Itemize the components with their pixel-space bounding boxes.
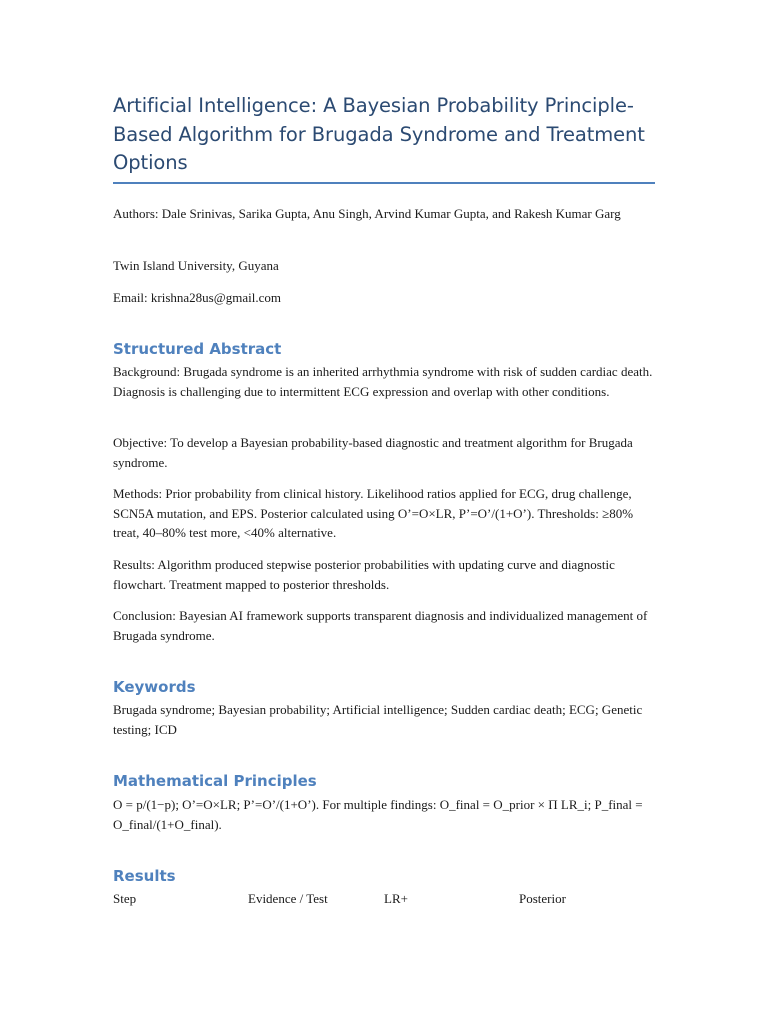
- column-header-posterior: Posterior: [519, 891, 566, 906]
- math-principles-heading: Mathematical Principles: [113, 772, 317, 790]
- abstract-results: Results: Algorithm produced stepwise posterior probabilities with updating curve and diagnostic flowchart. Treatment mapped to posterior thresholds.: [113, 557, 615, 592]
- results-table-header: [113, 889, 655, 909]
- email-line: Email: krishna28us@gmail.com: [113, 290, 281, 305]
- authors-line: Authors: Dale Srinivas, Sarika Gupta, Anu Singh, Arvind Kumar Gupta, and Rakesh Kumar Garg: [113, 206, 621, 221]
- math-principles-text: O = p/(1−p); O’=O×LR; P’=O’/(1+O’). For multiple findings: O_final = O_prior × Π LR_i; P_final = O_final/(1+O_final).: [113, 797, 643, 832]
- column-header-step: Step: [113, 891, 137, 906]
- results-heading: Results: [113, 867, 176, 885]
- affiliation-line: Twin Island University, Guyana: [113, 258, 279, 273]
- paper-title: Artificial Intelligence: A Bayesian Probability Principle-Based Algorithm for Brugada Syndrome and Treatment Options: [113, 94, 645, 174]
- column-header-lr: LR+: [384, 891, 408, 906]
- column-header-evidence: Evidence / Test: [248, 891, 328, 906]
- title-underline: [113, 182, 655, 184]
- abstract-objective: Objective: To develop a Bayesian probability-based diagnostic and treatment algorithm for Brugada syndrome.: [113, 435, 633, 470]
- keywords-heading: Keywords: [113, 678, 196, 696]
- abstract-conclusion: Conclusion: Bayesian AI framework supports transparent diagnosis and individualized management of Brugada syndrome.: [113, 608, 648, 643]
- keywords-text: Brugada syndrome; Bayesian probability; Artificial intelligence; Sudden cardiac death; ECG; Genetic testing; ICD: [113, 702, 643, 737]
- abstract-methods: Methods: Prior probability from clinical history. Likelihood ratios applied for ECG, drug challenge, SCN5A mutation, and EPS. Posterior calculated using O’=O×LR, P’=O’/(1+O’). Thresholds: ≥80% treat, 40–80% test more, <40% alternative.: [113, 486, 634, 540]
- structured-abstract-heading: Structured Abstract: [113, 340, 282, 358]
- abstract-background: Background: Brugada syndrome is an inherited arrhythmia syndrome with risk of sudden cardiac death. Diagnosis is challenging due to intermittent ECG expression and overlap with other conditions.: [113, 364, 653, 399]
